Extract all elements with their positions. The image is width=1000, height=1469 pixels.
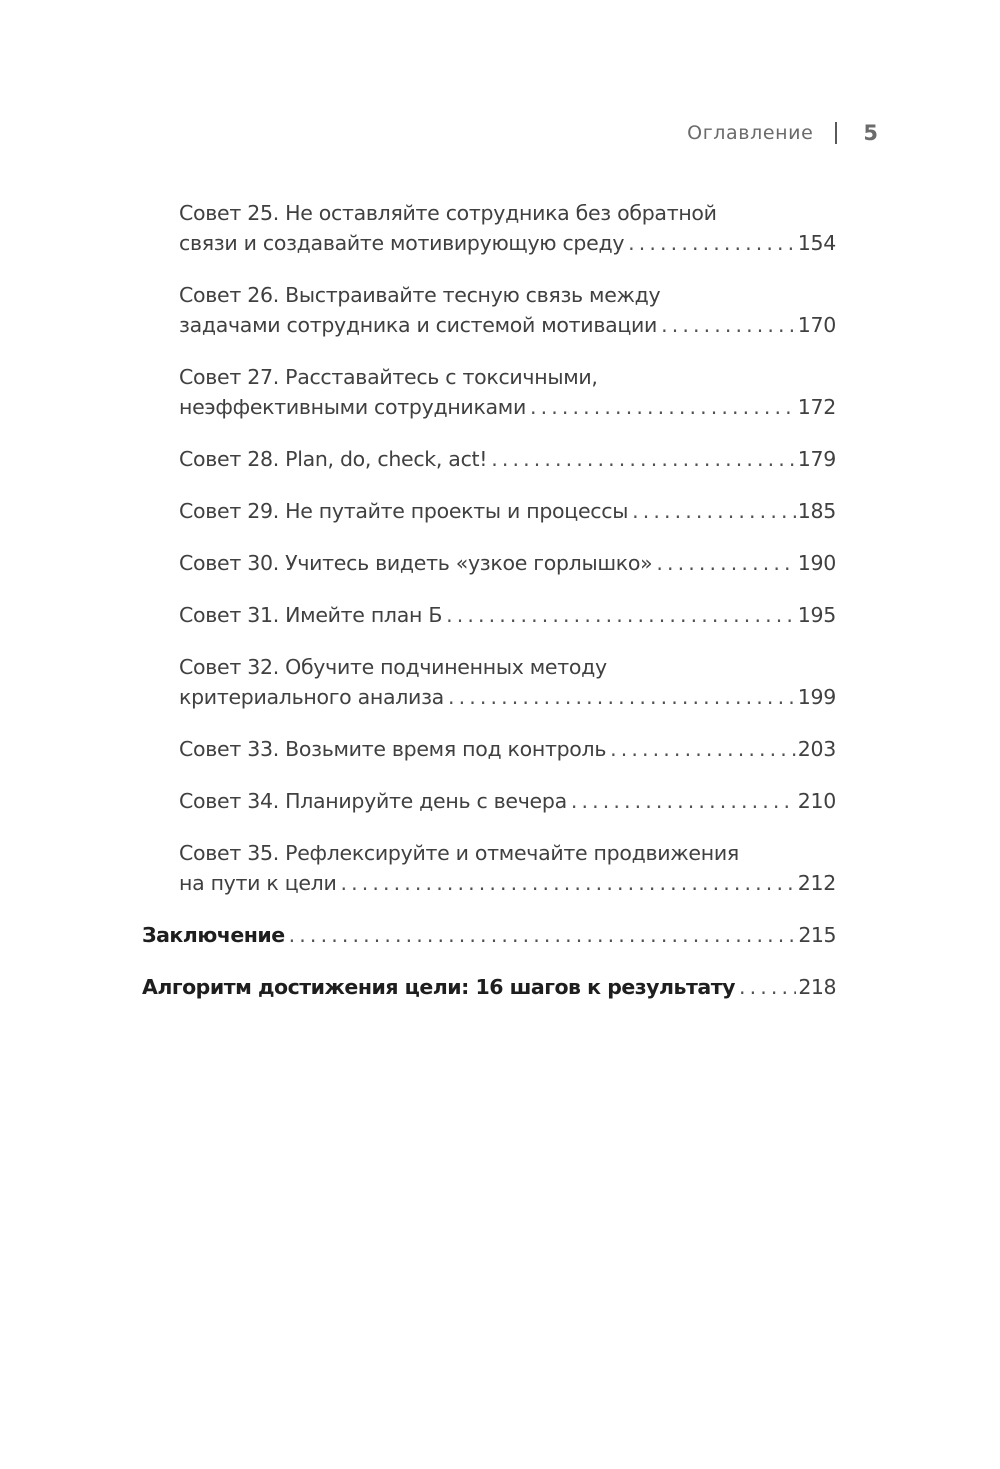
toc-main-entry[interactable] — [142, 920, 836, 950]
toc-entry-page: 195 — [797, 603, 836, 627]
toc-entry-title: Совет 28. Plan, do, check, act! — [179, 447, 488, 471]
toc-entry-page: 185 — [797, 499, 836, 523]
toc-entry-title: связи и создавайте мотивирующую среду — [179, 231, 625, 255]
dot-leader — [289, 920, 797, 950]
toc-entry[interactable] — [142, 198, 836, 258]
dot-leader — [571, 786, 796, 816]
toc-main-entry-page: 218 — [798, 975, 836, 999]
toc-entry[interactable] — [142, 838, 836, 898]
dot-leader — [656, 548, 795, 578]
toc-entry[interactable] — [142, 548, 836, 578]
dot-leader — [448, 682, 796, 712]
toc-entry[interactable] — [142, 362, 836, 422]
toc-entry-title: Совет 29. Не путайте проекты и процессы — [179, 499, 629, 523]
toc-entry-page: 170 — [797, 313, 836, 337]
dot-leader — [661, 310, 796, 340]
toc-entry[interactable] — [142, 734, 836, 764]
toc-entry-title: неэффективными сотрудниками — [179, 395, 526, 419]
dot-leader — [739, 972, 796, 1002]
header-divider — [835, 122, 837, 144]
dot-leader — [446, 600, 796, 630]
toc-entry[interactable] — [142, 280, 836, 340]
toc-entry[interactable] — [142, 444, 836, 474]
page-number: 5 — [863, 121, 878, 145]
toc-entry-page: 199 — [797, 685, 836, 709]
dot-leader — [632, 496, 796, 526]
toc-entry-title-line: Совет 27. Расставайтесь с токсичными, — [179, 365, 598, 389]
toc-entry[interactable] — [142, 496, 836, 526]
dot-leader — [610, 734, 796, 764]
table-of-contents — [142, 198, 836, 1002]
dot-leader — [491, 444, 796, 474]
toc-entry-page: 190 — [797, 551, 836, 575]
toc-entry-title: Совет 30. Учитесь видеть «узкое горлышко» — [179, 551, 653, 575]
toc-main-entry[interactable] — [142, 972, 836, 1002]
toc-main-entry-page: 215 — [798, 923, 836, 947]
toc-entry-title: задачами сотрудника и системой мотивации — [179, 313, 658, 337]
toc-entry-title: на пути к цели — [179, 871, 337, 895]
toc-entry[interactable] — [142, 652, 836, 712]
dot-leader — [341, 868, 796, 898]
toc-entry-page: 172 — [797, 395, 836, 419]
toc-entry[interactable] — [142, 786, 836, 816]
toc-entry-page: 154 — [797, 231, 836, 255]
toc-entry-title-line: Совет 25. Не оставляйте сотрудника без обратной — [179, 201, 717, 225]
toc-entry-title-line: Совет 26. Выстраивайте тесную связь между — [179, 283, 661, 307]
toc-main-entry-title: Алгоритм достижения цели: 16 шагов к результату — [142, 975, 735, 999]
dot-leader — [530, 392, 796, 422]
toc-entry-title: Совет 33. Возьмите время под контроль — [179, 737, 607, 761]
toc-entry-page: 203 — [797, 737, 836, 761]
toc-entry-page: 210 — [797, 789, 836, 813]
toc-main-entry-title: Заключение — [142, 923, 285, 947]
running-header — [687, 116, 878, 150]
toc-entry-title-line: Совет 35. Рефлексируйте и отмечайте продвижения — [179, 841, 739, 865]
section-title: Оглавление — [687, 122, 814, 144]
toc-entry-title: Совет 31. Имейте план Б — [179, 603, 443, 627]
toc-entry-page: 179 — [797, 447, 836, 471]
toc-entry-title: Совет 34. Планируйте день с вечера — [179, 789, 567, 813]
toc-entry-page: 212 — [797, 871, 836, 895]
dot-leader — [628, 228, 796, 258]
toc-entry[interactable] — [142, 600, 836, 630]
toc-entry-title: критериального анализа — [179, 685, 444, 709]
toc-entry-title-line: Совет 32. Обучите подчиненных методу — [179, 655, 607, 679]
